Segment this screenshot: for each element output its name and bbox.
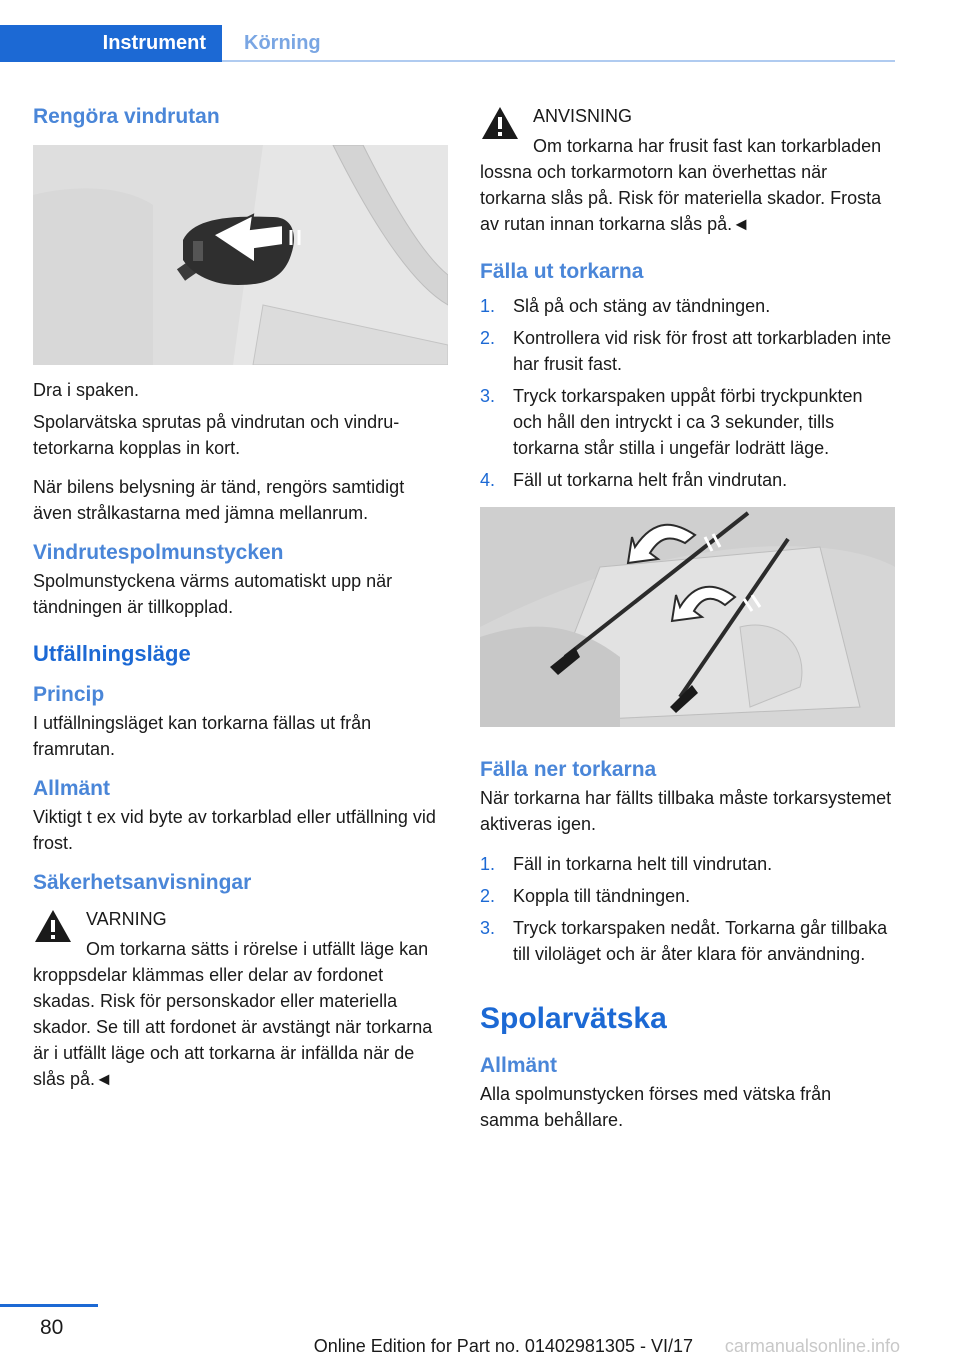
steps-falla-ut — [480, 293, 895, 493]
step-item — [480, 467, 895, 493]
paragraph-allmant: Viktigt t ex vid byte av torkarblad eller utfällning vid frost. — [33, 807, 436, 853]
step-number: 1. — [480, 854, 496, 874]
step-number: 3. — [480, 918, 496, 938]
step-item — [480, 851, 895, 877]
paragraph-spolmunstycken: Spolmunstyckena värms automatiskt upp när tändningen är tillkopplad. — [33, 571, 393, 617]
step-item — [480, 383, 895, 461]
paragraph-dra: Dra i spaken. — [33, 380, 140, 400]
step-number: 2. — [480, 886, 496, 906]
step-text: Tryck torkarspaken nedåt. Torkarna går tillbaka till viloläget och är åter klara för användning. — [513, 918, 888, 964]
paragraph-spolarvatska-sprutas: Spolarvätska sprutas på vindrutan och vindrutetorkarna kopplas in kort. — [33, 412, 400, 458]
heading-falla-ner-torkarna: Fälla ner torkarna — [480, 758, 657, 781]
heading-spolarvatska: Spolarvätska — [480, 1002, 667, 1035]
step-item — [480, 293, 895, 319]
step-text: Slå på och stäng av tändningen. — [513, 296, 771, 316]
heading-princip: Princip — [33, 683, 105, 706]
tab-instrument[interactable]: Instrument — [0, 25, 222, 62]
warning-text: Om torkarna sätts i rörelse i utfällt läge kan kroppsdelar klämmas eller delar av fordonet skadas. Risk för personskador eller materiella skador. Se till att fordonet är avstängt när torkarna är i utfällt läge och att torkarna är infällda när de slås på.◄ — [33, 939, 433, 1089]
edition-note: Online Edition for Part no. 01402981305 - VI/17 — [313, 1336, 693, 1356]
step-number: 4. — [480, 470, 496, 490]
warning-block — [33, 906, 448, 1092]
step-number: 1. — [480, 296, 496, 316]
paragraph-falla-ner: När torkarna har fällts tillbaka måste torkarsystemet aktiveras igen. — [480, 788, 892, 834]
paragraph-princip: I utfällningsläget kan torkarna fällas ut från framrutan. — [33, 713, 372, 759]
warning-title: VARNING — [86, 909, 167, 929]
paragraph-bilens-belysning: När bilens belysning är tänd, rengörs samtidigt även strålkastarna med jämna mellanrum. — [33, 477, 405, 523]
tab-korning[interactable]: Körning — [244, 32, 321, 54]
wipers-folded-out-illustration — [480, 507, 895, 727]
footer-rule — [0, 1304, 98, 1307]
right-column — [480, 98, 895, 1133]
step-text: Koppla till tändningen. — [513, 886, 691, 906]
note-title: ANVISNING — [533, 106, 633, 126]
steps-falla-ner — [480, 851, 895, 967]
step-text: Tryck torkarspaken uppåt förbi tryckpunkten och håll den intryckt i ca 3 sekunder, tills torkarna står stilla i ungefär lodrätt läge. — [513, 386, 863, 458]
step-text: Fäll ut torkarna helt från vindrutan. — [513, 470, 788, 490]
step-text: Kontrollera vid risk för frost att torkarbladen inte har frusit fast. — [513, 328, 892, 374]
heading-utfallningslage: Utfällningsläge — [33, 641, 191, 666]
heading-vindrutespolmunstycken: Vindrutespolmunstycken — [33, 541, 284, 564]
step-number: 2. — [480, 328, 496, 348]
note-text: Om torkarna har frusit fast kan torkarbladen lossna och torkarmotorn kan överhettas när torkarna slås på. Risk för materiella skador. Frosta av rutan innan torkarna slås på.◄ — [480, 136, 882, 234]
left-column — [33, 98, 448, 1092]
heading-allmant: Allmänt — [33, 777, 111, 800]
heading-falla-ut-torkarna: Fälla ut torkarna — [480, 260, 644, 283]
step-item — [480, 915, 895, 967]
step-number: 3. — [480, 386, 496, 406]
warning-triangle-icon — [33, 908, 73, 944]
heading-sakerhetsanvisningar: Säkerhetsanvisningar — [33, 871, 252, 894]
paragraph-allmant-2: Alla spolmunstycken förses med vätska från samma behållare. — [480, 1084, 832, 1130]
heading-allmant-2: Allmänt — [480, 1054, 558, 1077]
chapter-tabbar — [0, 0, 895, 62]
step-text: Fäll in torkarna helt till vindrutan. — [513, 854, 773, 874]
page-number: 80 — [40, 1316, 64, 1339]
windshield-wipers-drawing — [480, 507, 895, 727]
note-block — [480, 103, 895, 237]
wiper-lever-drawing — [33, 145, 448, 365]
wiper-lever-illustration — [33, 145, 448, 365]
watermark: carmanualsonline.info — [724, 1336, 900, 1356]
heading-rengora-vindrutan: Rengöra vindrutan — [33, 105, 220, 128]
caution-triangle-icon — [480, 105, 520, 141]
step-item — [480, 883, 895, 909]
step-item — [480, 325, 895, 377]
